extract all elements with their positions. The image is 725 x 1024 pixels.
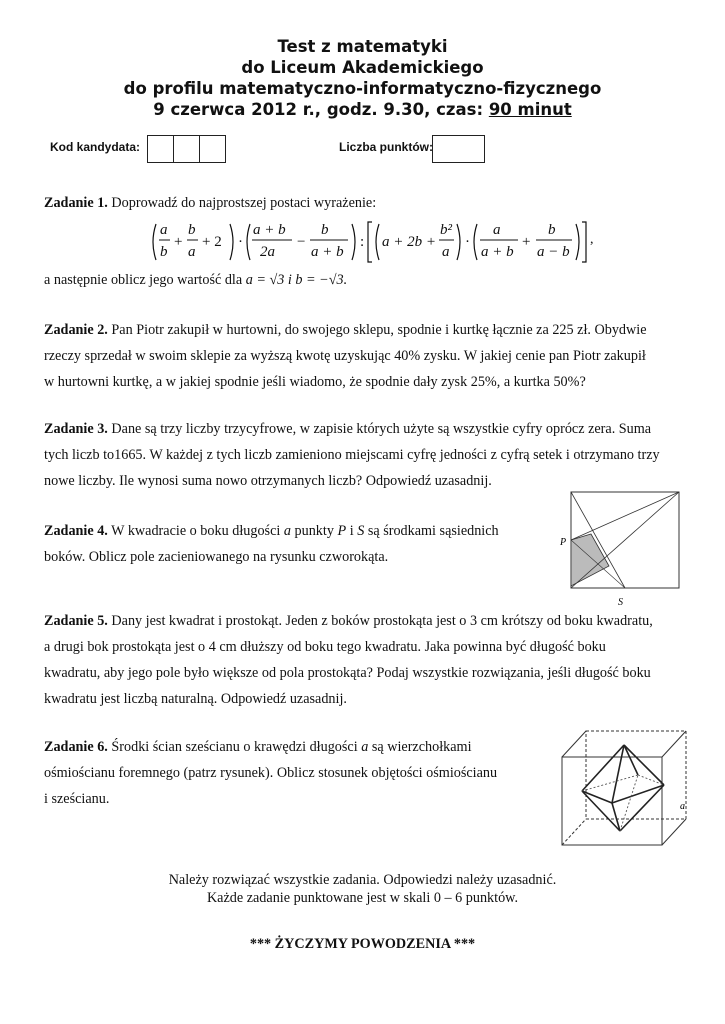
task-1-values: a = √3 i b = −√3. bbox=[245, 272, 348, 288]
task-1-intro bbox=[44, 190, 376, 216]
label-S: S bbox=[618, 597, 623, 608]
f-plus2: + 2 bbox=[202, 234, 222, 250]
task-6-label: Zadanie 6. bbox=[44, 739, 108, 755]
svg-text:+: + bbox=[174, 234, 183, 250]
code-cell[interactable] bbox=[148, 136, 174, 162]
task-1-text-2: a następnie oblicz jego wartość dla bbox=[44, 272, 246, 288]
f-a3: a bbox=[442, 244, 450, 260]
footer-line-2: Każde zadanie punktowane jest w skali 0 – 6 punktów. bbox=[206, 890, 519, 906]
svg-text:+: + bbox=[522, 234, 531, 250]
f-b4: b bbox=[548, 222, 556, 238]
var-a: a bbox=[283, 523, 291, 539]
code-cell[interactable] bbox=[174, 136, 200, 162]
task-4-label: Zadanie 4. bbox=[44, 523, 108, 539]
task-5-label: Zadanie 5. bbox=[44, 613, 108, 629]
var-a: a bbox=[361, 739, 369, 755]
task-2 bbox=[44, 317, 684, 395]
f-ab3: a + b bbox=[481, 244, 514, 260]
task-4-text: są środkami sąsiednich bbox=[364, 523, 499, 539]
title-line-2: do Liceum Akademickiego bbox=[241, 58, 484, 77]
var-P: P bbox=[337, 523, 347, 539]
svg-text:·: · bbox=[238, 234, 243, 250]
f-a4: a bbox=[493, 222, 501, 238]
footer-instructions bbox=[0, 871, 725, 907]
label-a: a bbox=[680, 801, 685, 812]
f-a1: a bbox=[160, 222, 168, 238]
task-5-line: Dany jest kwadrat i prostokąt. Jeden z boków prostokąta jest o 3 cm krótszy od boku kwadratu, bbox=[107, 613, 653, 629]
good-luck: *** ŻYCZYMY POWODZENIA *** bbox=[249, 936, 476, 952]
task-5-line: kwadratu, aby jego pole było większe od pola prostokąta? Podaj wszystkie rozwiązania, jeśli długość boku bbox=[44, 665, 651, 681]
task-3-label: Zadanie 3. bbox=[44, 421, 108, 437]
cube-octahedron-figure bbox=[556, 727, 696, 849]
f-2a: 2a bbox=[260, 244, 275, 260]
task-3-line: tych liczb to1665. W każdej z tych liczb zamieniono miejscami cyfrę jedności z cyfrą setek i otrzymano trzy bbox=[44, 447, 660, 463]
task-3-line: nowe liczby. Ile wynosi suma nowo otrzymanych liczb? Odpowiedź uzasadnij. bbox=[44, 473, 492, 489]
task-2-line: rzeczy sprzedał w swoim sklepie za wyższą kwotę uzyskując 40% zysku. W jakiej cenie pan Piotr zakupił bbox=[44, 348, 646, 364]
task-4-text: W kwadracie o boku długości bbox=[107, 523, 284, 539]
footer-line-1: Należy rozwiązać wszystkie zadania. Odpowiedzi należy uzasadnić. bbox=[168, 872, 557, 888]
label-P: P bbox=[560, 537, 567, 548]
task-1-formula bbox=[150, 218, 590, 266]
svg-text::: : bbox=[360, 234, 365, 250]
svg-text:·: · bbox=[465, 234, 470, 250]
task-1-text: Doprowadź do najprostszej postaci wyrażenie: bbox=[107, 195, 377, 211]
code-cell[interactable] bbox=[200, 136, 225, 162]
points-box[interactable] bbox=[432, 135, 485, 163]
task-6-text: są wierzchołkami bbox=[368, 739, 472, 755]
task-6-line: i sześcianu. bbox=[44, 791, 110, 807]
f-a2: a bbox=[188, 244, 196, 260]
f-a-2b: a + 2b + bbox=[382, 234, 436, 250]
task-5-line: kwadratu jest liczbą naturalną. Odpowiedź uzasadnij. bbox=[44, 691, 347, 707]
task-5 bbox=[44, 608, 684, 712]
points-label: Liczba punktów: bbox=[339, 140, 433, 154]
f-amb: a − b bbox=[537, 244, 570, 260]
task-4 bbox=[44, 518, 549, 570]
title-line-1: Test z matematyki bbox=[277, 37, 448, 56]
task-5-line: a drugi bok prostokąta jest o 4 cm dłuższy od boku tego kwadratu. Jaka powinna być długość boku bbox=[44, 639, 606, 655]
square-figure bbox=[555, 490, 685, 610]
task-2-line: Pan Piotr zakupił w hurtowni, do swojego sklepu, spodnie i kurtkę łącznie za 225 zł. Obydwie bbox=[107, 322, 647, 338]
shaded-quadrilateral bbox=[571, 534, 609, 586]
f-b2: b bbox=[188, 222, 196, 238]
task-1-condition bbox=[44, 267, 347, 293]
task-4-text: punkty bbox=[290, 523, 338, 539]
task-2-line: w hurtowni kurtkę, a w jakiej spodnie jeśli wiadomo, że spodnie dały zysk 25%, a kurtka 50%? bbox=[44, 374, 586, 390]
var-S: S bbox=[357, 523, 365, 539]
task-6-text: Środki ścian sześcianu o krawędzi długości bbox=[107, 739, 362, 755]
f-b2sq: b² bbox=[440, 222, 452, 238]
task-6-line: ośmiościanu foremnego (patrz rysunek). Oblicz stosunek objętości ośmiościanu bbox=[44, 765, 498, 781]
task-3 bbox=[44, 416, 684, 494]
task-1-label: Zadanie 1. bbox=[44, 195, 108, 211]
svg-text:−: − bbox=[297, 234, 306, 250]
title-line-3: do profilu matematyczno-informatyczno-fizycznego bbox=[123, 79, 602, 98]
task-3-line: Dane są trzy liczby trzycyfrowe, w zapisie których użyte są wszystkie cyfry oprócz zera. Suma bbox=[107, 421, 652, 437]
candidate-code-label: Kod kandydata: bbox=[50, 140, 141, 154]
f-b3: b bbox=[321, 222, 329, 238]
f-b1: b bbox=[160, 244, 168, 260]
f-ab1: a + b bbox=[253, 222, 286, 238]
time-limit: 90 minut bbox=[488, 100, 572, 119]
candidate-code-boxes[interactable] bbox=[147, 135, 226, 163]
date-text: 9 czerwca 2012 r., godz. 9.30, czas: bbox=[153, 100, 489, 119]
task-2-label: Zadanie 2. bbox=[44, 322, 108, 338]
f-ab2: a + b bbox=[311, 244, 344, 260]
task-4-text: i bbox=[346, 523, 358, 539]
task-6 bbox=[44, 734, 547, 812]
task-4-line: boków. Oblicz pole zacieniowanego na rysunku czworokąta. bbox=[44, 549, 389, 565]
title-line-4 bbox=[0, 99, 725, 120]
page-header bbox=[0, 36, 725, 120]
